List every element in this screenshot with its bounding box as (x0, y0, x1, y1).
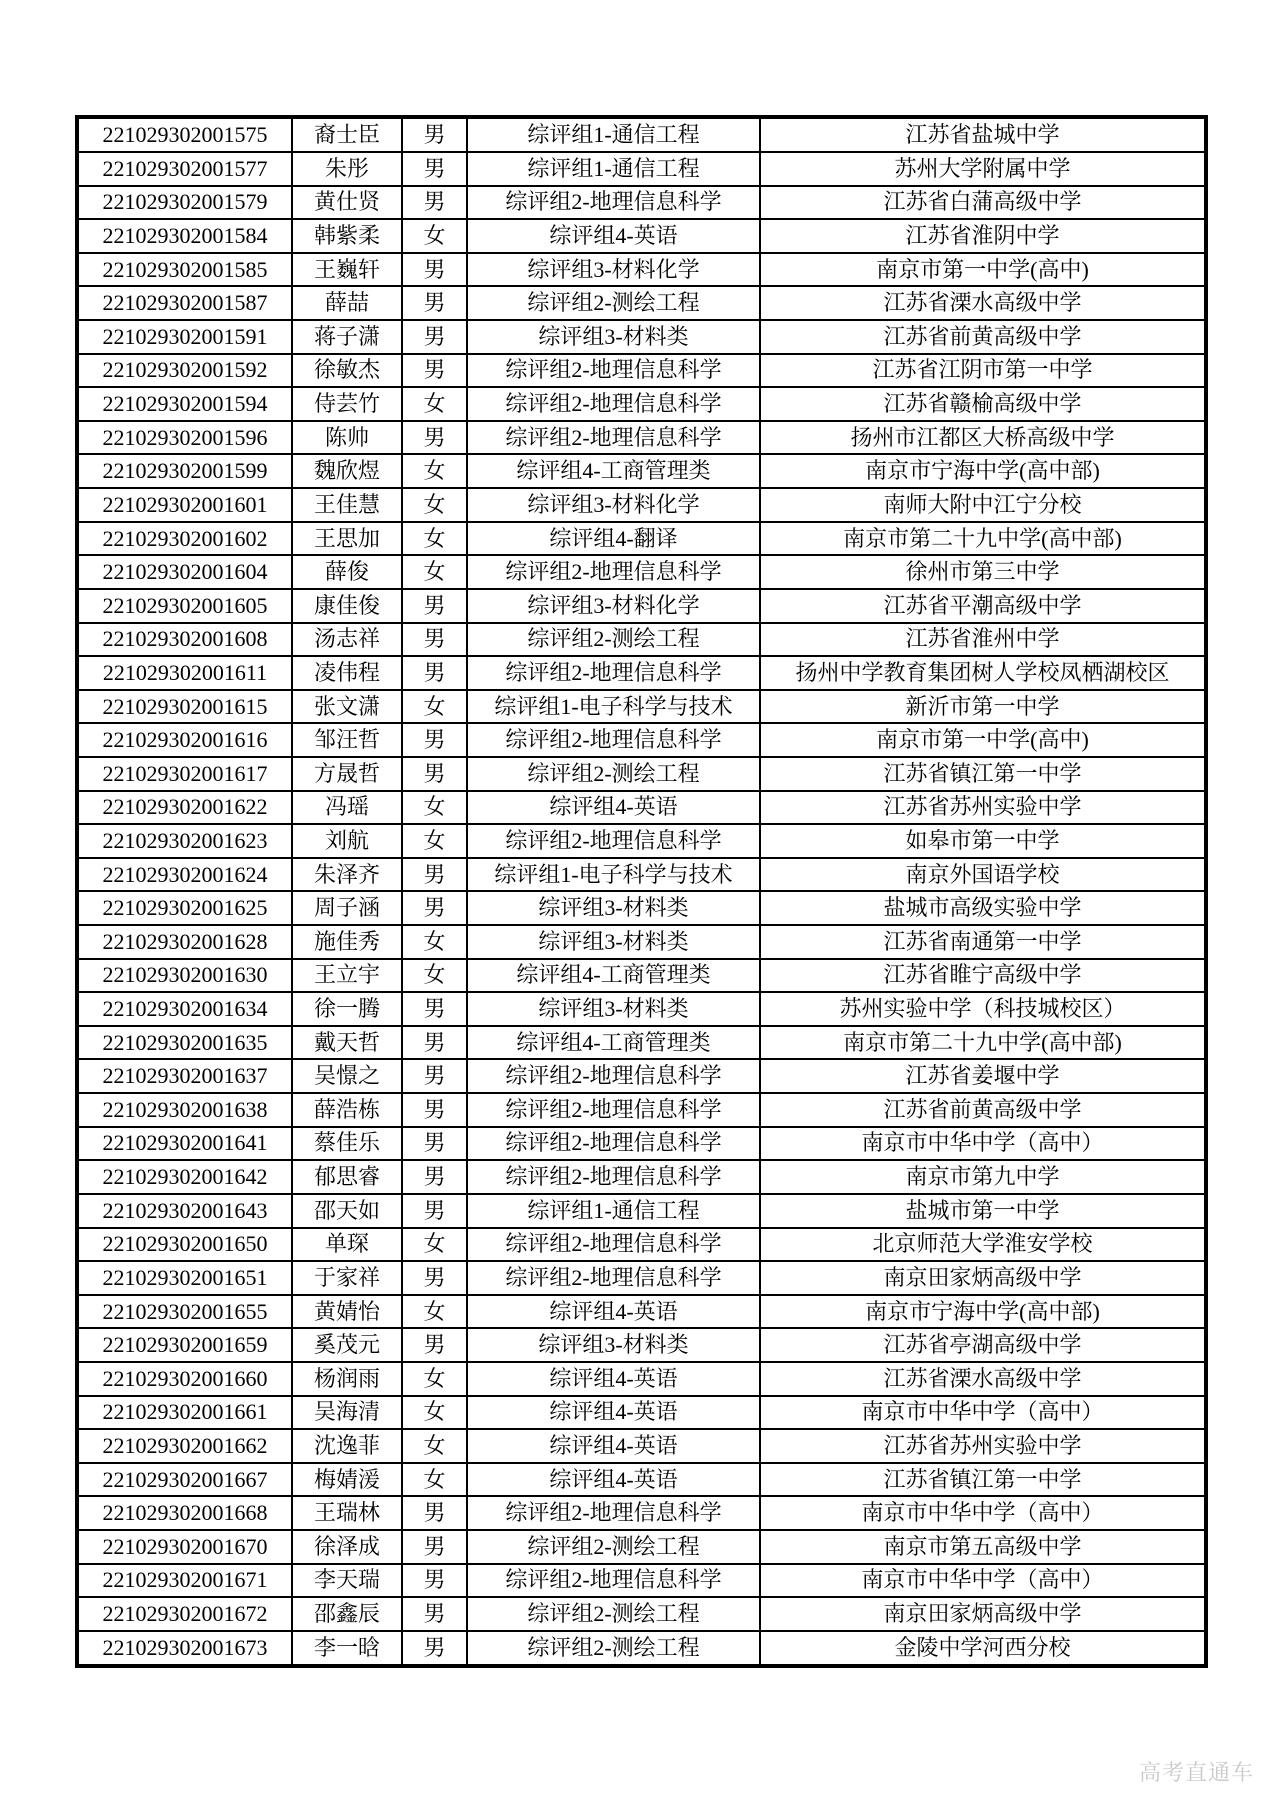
cell-registration-number: 221029302001661 (77, 1396, 292, 1430)
cell-student-name: 施佳秀 (292, 925, 402, 959)
cell-registration-number: 221029302001615 (77, 690, 292, 724)
cell-school: 南京市中华中学（高中） (760, 1564, 1206, 1598)
cell-student-name: 陈帅 (292, 421, 402, 455)
cell-group-major: 综评组4-工商管理类 (467, 1026, 760, 1060)
cell-gender: 女 (402, 959, 467, 993)
cell-school: 江苏省亭湖高级中学 (760, 1328, 1206, 1362)
cell-registration-number: 221029302001596 (77, 421, 292, 455)
cell-student-name: 蔡佳乐 (292, 1127, 402, 1161)
cell-registration-number: 221029302001660 (77, 1362, 292, 1396)
table-row (77, 219, 1206, 253)
cell-registration-number: 221029302001601 (77, 488, 292, 522)
cell-registration-number: 221029302001622 (77, 791, 292, 825)
cell-gender: 男 (402, 253, 467, 287)
table-row (77, 354, 1206, 388)
cell-student-name: 吴海清 (292, 1396, 402, 1430)
table-row (77, 253, 1206, 287)
cell-registration-number: 221029302001650 (77, 1228, 292, 1262)
cell-gender: 男 (402, 723, 467, 757)
cell-school: 江苏省姜堰中学 (760, 1059, 1206, 1093)
cell-gender: 男 (402, 1564, 467, 1598)
table-row (77, 1429, 1206, 1463)
cell-gender: 女 (402, 522, 467, 556)
cell-group-major: 综评组2-地理信息科学 (467, 555, 760, 589)
cell-registration-number: 221029302001643 (77, 1194, 292, 1228)
table-row (77, 1463, 1206, 1497)
table-row (77, 286, 1206, 320)
cell-gender: 男 (402, 1496, 467, 1530)
cell-school: 扬州中学教育集团树人学校凤栖湖校区 (760, 656, 1206, 690)
cell-group-major: 综评组2-地理信息科学 (467, 354, 760, 388)
cell-group-major: 综评组4-英语 (467, 791, 760, 825)
cell-gender: 男 (402, 354, 467, 388)
cell-group-major: 综评组3-材料类 (467, 891, 760, 925)
table-row (77, 1194, 1206, 1228)
cell-gender: 男 (402, 623, 467, 657)
cell-group-major: 综评组3-材料化学 (467, 253, 760, 287)
cell-registration-number: 221029302001575 (77, 117, 292, 152)
cell-student-name: 朱泽齐 (292, 858, 402, 892)
cell-gender: 女 (402, 1463, 467, 1497)
cell-student-name: 李一晗 (292, 1631, 402, 1666)
cell-group-major: 综评组2-地理信息科学 (467, 1059, 760, 1093)
cell-group-major: 综评组4-英语 (467, 1295, 760, 1329)
cell-gender: 男 (402, 757, 467, 791)
cell-group-major: 综评组1-通信工程 (467, 117, 760, 152)
table-row (77, 1362, 1206, 1396)
cell-school: 南京市宁海中学(高中部) (760, 1295, 1206, 1329)
cell-gender: 女 (402, 488, 467, 522)
cell-group-major: 综评组4-英语 (467, 1396, 760, 1430)
table-row (77, 1597, 1206, 1631)
cell-group-major: 综评组2-测绘工程 (467, 1631, 760, 1666)
table-row (77, 421, 1206, 455)
cell-school: 盐城市高级实验中学 (760, 891, 1206, 925)
cell-school: 江苏省前黄高级中学 (760, 320, 1206, 354)
cell-student-name: 王佳慧 (292, 488, 402, 522)
cell-school: 江苏省苏州实验中学 (760, 791, 1206, 825)
cell-student-name: 朱彤 (292, 152, 402, 186)
cell-student-name: 戴天哲 (292, 1026, 402, 1060)
cell-group-major: 综评组3-材料类 (467, 992, 760, 1026)
cell-gender: 女 (402, 555, 467, 589)
cell-gender: 女 (402, 1295, 467, 1329)
table-row (77, 1059, 1206, 1093)
cell-gender: 男 (402, 320, 467, 354)
cell-student-name: 冯瑶 (292, 791, 402, 825)
cell-gender: 男 (402, 152, 467, 186)
cell-school: 江苏省溧水高级中学 (760, 1362, 1206, 1396)
cell-registration-number: 221029302001670 (77, 1530, 292, 1564)
cell-school: 苏州大学附属中学 (760, 152, 1206, 186)
cell-gender: 男 (402, 858, 467, 892)
table-row (77, 656, 1206, 690)
cell-registration-number: 221029302001662 (77, 1429, 292, 1463)
cell-student-name: 邹汪哲 (292, 723, 402, 757)
cell-registration-number: 221029302001628 (77, 925, 292, 959)
cell-registration-number: 221029302001604 (77, 555, 292, 589)
table-row (77, 1160, 1206, 1194)
table-row (77, 824, 1206, 858)
cell-student-name: 康佳俊 (292, 589, 402, 623)
cell-group-major: 综评组3-材料类 (467, 1328, 760, 1362)
table-row (77, 1261, 1206, 1295)
table-row (77, 1127, 1206, 1161)
table-row (77, 589, 1206, 623)
cell-registration-number: 221029302001599 (77, 454, 292, 488)
cell-registration-number: 221029302001602 (77, 522, 292, 556)
cell-group-major: 综评组3-材料化学 (467, 488, 760, 522)
table-row (77, 1530, 1206, 1564)
cell-student-name: 侍芸竹 (292, 387, 402, 421)
cell-group-major: 综评组1-电子科学与技术 (467, 858, 760, 892)
cell-registration-number: 221029302001591 (77, 320, 292, 354)
cell-school: 新沂市第一中学 (760, 690, 1206, 724)
cell-registration-number: 221029302001635 (77, 1026, 292, 1060)
cell-group-major: 综评组2-地理信息科学 (467, 1564, 760, 1598)
cell-group-major: 综评组3-材料类 (467, 925, 760, 959)
cell-school: 南师大附中江宁分校 (760, 488, 1206, 522)
cell-group-major: 综评组2-测绘工程 (467, 1530, 760, 1564)
table-row (77, 723, 1206, 757)
cell-group-major: 综评组1-电子科学与技术 (467, 690, 760, 724)
cell-student-name: 沈逸菲 (292, 1429, 402, 1463)
cell-group-major: 综评组4-工商管理类 (467, 959, 760, 993)
cell-student-name: 蒋子潇 (292, 320, 402, 354)
table-row (77, 1093, 1206, 1127)
cell-registration-number: 221029302001592 (77, 354, 292, 388)
cell-school: 南京市第二十九中学(高中部) (760, 1026, 1206, 1060)
table-row (77, 1564, 1206, 1598)
cell-school: 南京外国语学校 (760, 858, 1206, 892)
table-row (77, 387, 1206, 421)
cell-student-name: 刘航 (292, 824, 402, 858)
cell-group-major: 综评组4-英语 (467, 1429, 760, 1463)
cell-school: 江苏省平潮高级中学 (760, 589, 1206, 623)
table-row (77, 117, 1206, 152)
cell-school: 江苏省赣榆高级中学 (760, 387, 1206, 421)
cell-student-name: 徐一腾 (292, 992, 402, 1026)
cell-group-major: 综评组2-地理信息科学 (467, 1127, 760, 1161)
cell-group-major: 综评组2-地理信息科学 (467, 186, 760, 220)
table-row (77, 992, 1206, 1026)
cell-student-name: 王思加 (292, 522, 402, 556)
cell-gender: 男 (402, 1194, 467, 1228)
cell-student-name: 薛浩栋 (292, 1093, 402, 1127)
cell-school: 南京市第一中学(高中) (760, 723, 1206, 757)
cell-school: 南京市中华中学（高中） (760, 1496, 1206, 1530)
table-row (77, 186, 1206, 220)
cell-school: 扬州市江都区大桥高级中学 (760, 421, 1206, 455)
cell-student-name: 张文潇 (292, 690, 402, 724)
table-row (77, 690, 1206, 724)
cell-group-major: 综评组2-测绘工程 (467, 286, 760, 320)
cell-registration-number: 221029302001659 (77, 1328, 292, 1362)
cell-group-major: 综评组2-地理信息科学 (467, 824, 760, 858)
cell-school: 江苏省镇江第一中学 (760, 1463, 1206, 1497)
cell-gender: 女 (402, 690, 467, 724)
cell-student-name: 王巍轩 (292, 253, 402, 287)
cell-student-name: 裔士臣 (292, 117, 402, 152)
cell-gender: 男 (402, 1059, 467, 1093)
cell-registration-number: 221029302001584 (77, 219, 292, 253)
cell-student-name: 梅婧湲 (292, 1463, 402, 1497)
cell-group-major: 综评组2-地理信息科学 (467, 1093, 760, 1127)
cell-group-major: 综评组1-通信工程 (467, 1194, 760, 1228)
cell-school: 徐州市第三中学 (760, 555, 1206, 589)
table-row (77, 1496, 1206, 1530)
student-roster-table (75, 115, 1208, 1668)
cell-student-name: 邵天如 (292, 1194, 402, 1228)
table-row (77, 1026, 1206, 1060)
cell-student-name: 杨润雨 (292, 1362, 402, 1396)
cell-gender: 男 (402, 1093, 467, 1127)
cell-group-major: 综评组4-英语 (467, 1463, 760, 1497)
cell-school: 金陵中学河西分校 (760, 1631, 1206, 1666)
cell-gender: 女 (402, 1228, 467, 1262)
cell-registration-number: 221029302001641 (77, 1127, 292, 1161)
cell-gender: 男 (402, 1160, 467, 1194)
cell-school: 江苏省苏州实验中学 (760, 1429, 1206, 1463)
cell-student-name: 奚茂元 (292, 1328, 402, 1362)
cell-gender: 男 (402, 186, 467, 220)
cell-student-name: 吴憬之 (292, 1059, 402, 1093)
cell-school: 江苏省淮阴中学 (760, 219, 1206, 253)
cell-group-major: 综评组2-测绘工程 (467, 623, 760, 657)
cell-student-name: 徐敏杰 (292, 354, 402, 388)
table-row (77, 454, 1206, 488)
table-row (77, 1631, 1206, 1666)
cell-group-major: 综评组2-地理信息科学 (467, 656, 760, 690)
cell-group-major: 综评组4-英语 (467, 1362, 760, 1396)
cell-student-name: 魏欣煜 (292, 454, 402, 488)
table-row (77, 1328, 1206, 1362)
cell-group-major: 综评组3-材料类 (467, 320, 760, 354)
cell-group-major: 综评组2-地理信息科学 (467, 1228, 760, 1262)
cell-registration-number: 221029302001616 (77, 723, 292, 757)
cell-student-name: 周子涵 (292, 891, 402, 925)
cell-school: 南京市第九中学 (760, 1160, 1206, 1194)
cell-gender: 女 (402, 925, 467, 959)
table-row (77, 488, 1206, 522)
cell-school: 苏州实验中学（科技城校区） (760, 992, 1206, 1026)
cell-gender: 男 (402, 891, 467, 925)
cell-gender: 男 (402, 992, 467, 1026)
cell-registration-number: 221029302001655 (77, 1295, 292, 1329)
cell-gender: 女 (402, 1362, 467, 1396)
cell-student-name: 单琛 (292, 1228, 402, 1262)
cell-registration-number: 221029302001637 (77, 1059, 292, 1093)
table-row (77, 959, 1206, 993)
cell-registration-number: 221029302001577 (77, 152, 292, 186)
cell-student-name: 李天瑞 (292, 1564, 402, 1598)
cell-gender: 男 (402, 656, 467, 690)
cell-school: 江苏省白蒲高级中学 (760, 186, 1206, 220)
cell-student-name: 徐泽成 (292, 1530, 402, 1564)
cell-school: 南京市第二十九中学(高中部) (760, 522, 1206, 556)
table-row (77, 1396, 1206, 1430)
cell-group-major: 综评组1-通信工程 (467, 152, 760, 186)
cell-gender: 女 (402, 454, 467, 488)
table-row (77, 891, 1206, 925)
cell-registration-number: 221029302001587 (77, 286, 292, 320)
cell-school: 盐城市第一中学 (760, 1194, 1206, 1228)
cell-gender: 男 (402, 1631, 467, 1666)
cell-gender: 男 (402, 1026, 467, 1060)
cell-student-name: 黄婧怡 (292, 1295, 402, 1329)
table-row (77, 757, 1206, 791)
cell-registration-number: 221029302001668 (77, 1496, 292, 1530)
table-row (77, 791, 1206, 825)
cell-registration-number: 221029302001642 (77, 1160, 292, 1194)
cell-registration-number: 221029302001672 (77, 1597, 292, 1631)
cell-group-major: 综评组2-地理信息科学 (467, 723, 760, 757)
cell-registration-number: 221029302001611 (77, 656, 292, 690)
cell-student-name: 郁思睿 (292, 1160, 402, 1194)
table-row (77, 623, 1206, 657)
cell-school: 江苏省睢宁高级中学 (760, 959, 1206, 993)
table-row (77, 320, 1206, 354)
cell-school: 南京田家炳高级中学 (760, 1261, 1206, 1295)
cell-student-name: 薛喆 (292, 286, 402, 320)
cell-school: 江苏省淮州中学 (760, 623, 1206, 657)
cell-registration-number: 221029302001638 (77, 1093, 292, 1127)
cell-student-name: 韩紫柔 (292, 219, 402, 253)
cell-registration-number: 221029302001651 (77, 1261, 292, 1295)
cell-school: 南京市第五高级中学 (760, 1530, 1206, 1564)
cell-group-major: 综评组3-材料化学 (467, 589, 760, 623)
table-row (77, 858, 1206, 892)
cell-registration-number: 221029302001624 (77, 858, 292, 892)
cell-school: 南京市中华中学（高中） (760, 1396, 1206, 1430)
cell-registration-number: 221029302001617 (77, 757, 292, 791)
cell-gender: 男 (402, 1261, 467, 1295)
cell-group-major: 综评组2-地理信息科学 (467, 421, 760, 455)
cell-group-major: 综评组4-英语 (467, 219, 760, 253)
cell-school: 如皋市第一中学 (760, 824, 1206, 858)
cell-school: 江苏省镇江第一中学 (760, 757, 1206, 791)
cell-gender: 女 (402, 1396, 467, 1430)
cell-school: 江苏省南通第一中学 (760, 925, 1206, 959)
cell-registration-number: 221029302001673 (77, 1631, 292, 1666)
cell-student-name: 薛俊 (292, 555, 402, 589)
cell-student-name: 汤志祥 (292, 623, 402, 657)
cell-school: 南京市第一中学(高中) (760, 253, 1206, 287)
cell-gender: 女 (402, 791, 467, 825)
cell-school: 江苏省前黄高级中学 (760, 1093, 1206, 1127)
table-row (77, 1228, 1206, 1262)
cell-gender: 男 (402, 286, 467, 320)
cell-gender: 男 (402, 421, 467, 455)
cell-group-major: 综评组2-测绘工程 (467, 757, 760, 791)
cell-school: 江苏省溧水高级中学 (760, 286, 1206, 320)
cell-school: 北京师范大学淮安学校 (760, 1228, 1206, 1262)
cell-gender: 男 (402, 117, 467, 152)
cell-group-major: 综评组2-测绘工程 (467, 1597, 760, 1631)
table-row (77, 522, 1206, 556)
cell-student-name: 方晟哲 (292, 757, 402, 791)
cell-registration-number: 221029302001579 (77, 186, 292, 220)
cell-group-major: 综评组2-地理信息科学 (467, 1496, 760, 1530)
cell-registration-number: 221029302001634 (77, 992, 292, 1026)
cell-gender: 女 (402, 824, 467, 858)
cell-school: 南京市宁海中学(高中部) (760, 454, 1206, 488)
cell-school: 南京田家炳高级中学 (760, 1597, 1206, 1631)
cell-student-name: 于家祥 (292, 1261, 402, 1295)
cell-gender: 男 (402, 1127, 467, 1161)
cell-student-name: 王立宇 (292, 959, 402, 993)
table-row (77, 925, 1206, 959)
cell-registration-number: 221029302001630 (77, 959, 292, 993)
cell-registration-number: 221029302001608 (77, 623, 292, 657)
cell-gender: 男 (402, 589, 467, 623)
cell-registration-number: 221029302001671 (77, 1564, 292, 1598)
cell-school: 江苏省盐城中学 (760, 117, 1206, 152)
cell-group-major: 综评组4-翻译 (467, 522, 760, 556)
table-row (77, 555, 1206, 589)
cell-student-name: 王瑞林 (292, 1496, 402, 1530)
cell-gender: 男 (402, 1597, 467, 1631)
student-table-body (77, 117, 1206, 1666)
watermark-text: 高考直通车 (1139, 1760, 1255, 1785)
cell-gender: 女 (402, 387, 467, 421)
cell-group-major: 综评组2-地理信息科学 (467, 387, 760, 421)
cell-group-major: 综评组2-地理信息科学 (467, 1261, 760, 1295)
cell-gender: 女 (402, 1429, 467, 1463)
cell-registration-number: 221029302001623 (77, 824, 292, 858)
cell-gender: 男 (402, 1530, 467, 1564)
cell-school: 江苏省江阴市第一中学 (760, 354, 1206, 388)
cell-school: 南京市中华中学（高中） (760, 1127, 1206, 1161)
table-row (77, 1295, 1206, 1329)
cell-registration-number: 221029302001605 (77, 589, 292, 623)
cell-registration-number: 221029302001585 (77, 253, 292, 287)
cell-student-name: 黄仕贤 (292, 186, 402, 220)
cell-registration-number: 221029302001625 (77, 891, 292, 925)
cell-student-name: 邵鑫辰 (292, 1597, 402, 1631)
cell-gender: 男 (402, 1328, 467, 1362)
cell-group-major: 综评组2-地理信息科学 (467, 1160, 760, 1194)
table-row (77, 152, 1206, 186)
cell-student-name: 凌伟程 (292, 656, 402, 690)
cell-group-major: 综评组4-工商管理类 (467, 454, 760, 488)
cell-registration-number: 221029302001594 (77, 387, 292, 421)
cell-gender: 女 (402, 219, 467, 253)
cell-registration-number: 221029302001667 (77, 1463, 292, 1497)
